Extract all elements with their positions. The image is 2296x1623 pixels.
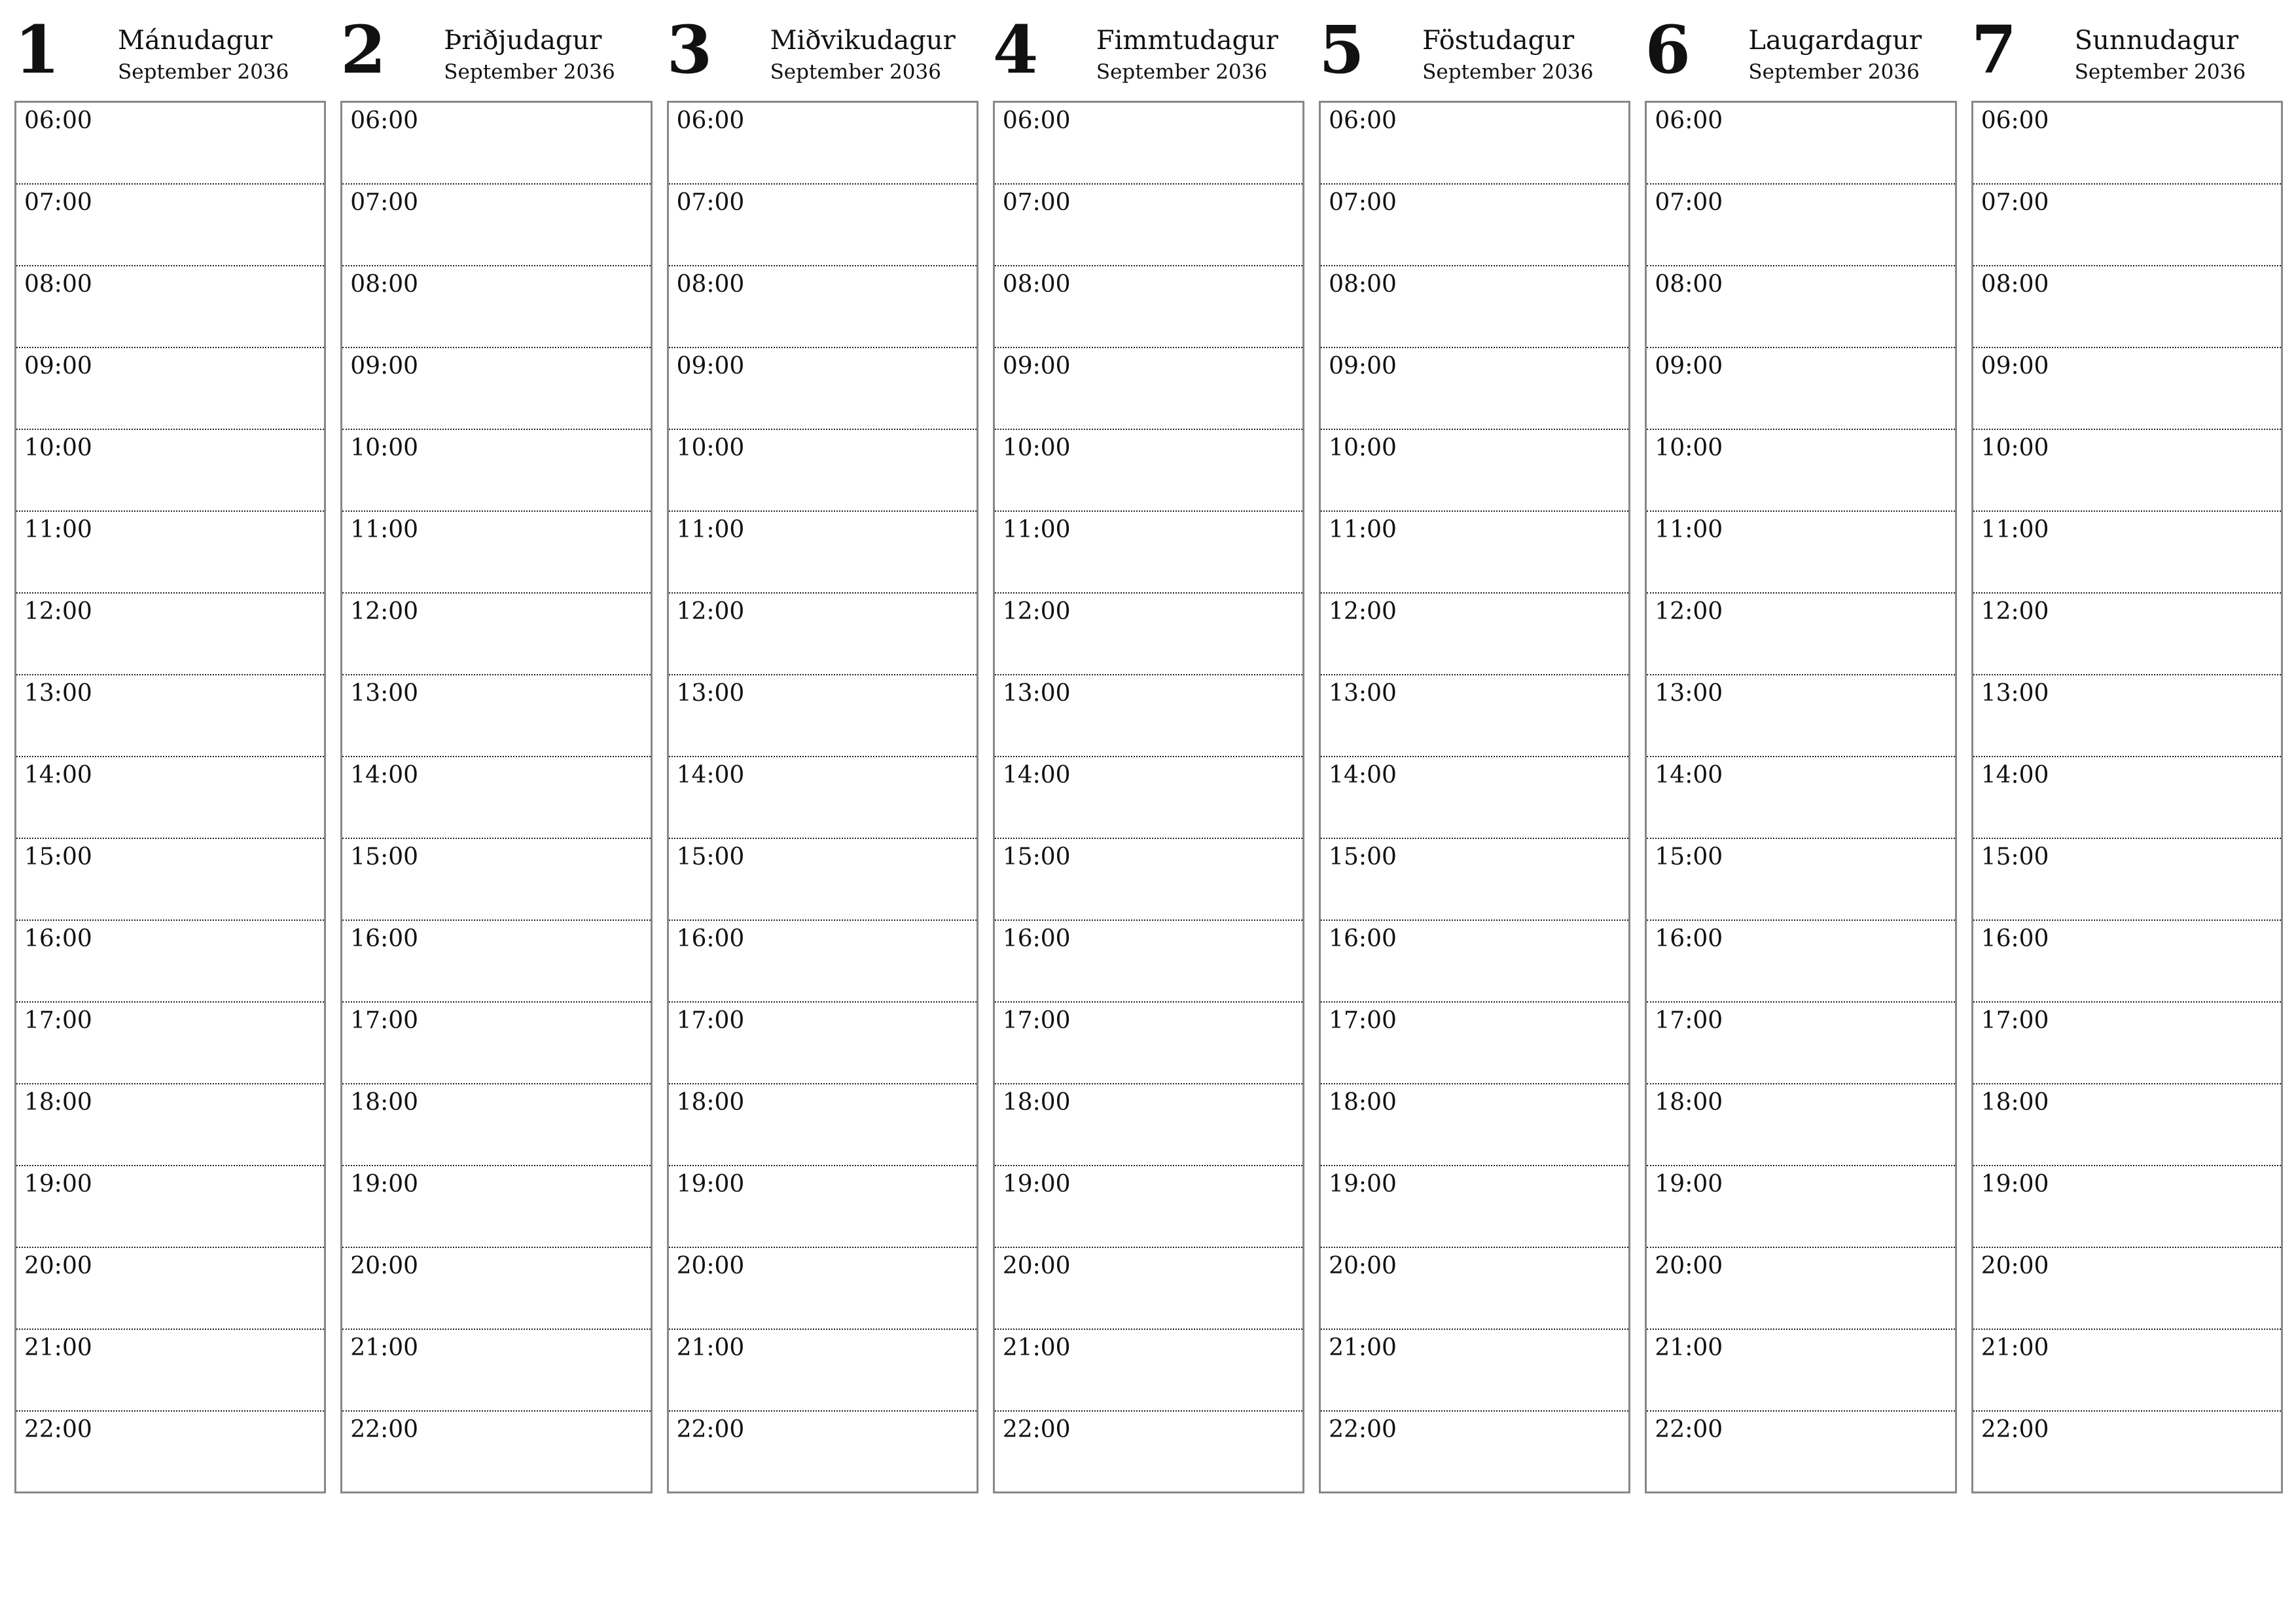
day-header — [1319, 11, 1630, 101]
time-slot[interactable]: 20:00 — [995, 1248, 1302, 1330]
time-slot[interactable]: 09:00 — [342, 348, 650, 430]
time-slot[interactable]: 16:00 — [1973, 921, 2281, 1003]
day-number: 2 — [340, 11, 386, 88]
time-slot[interactable]: 12:00 — [342, 594, 650, 675]
day-month-year: September 2036 — [1748, 60, 1920, 84]
day-number: 7 — [1971, 11, 2017, 88]
time-slot[interactable]: 19:00 — [1973, 1166, 2281, 1248]
time-slot[interactable]: 10:00 — [669, 430, 977, 512]
time-slot[interactable]: 12:00 — [1321, 594, 1628, 675]
time-slot[interactable]: 09:00 — [1647, 348, 1954, 430]
time-slot[interactable]: 14:00 — [995, 757, 1302, 839]
time-slot[interactable]: 15:00 — [16, 839, 324, 921]
time-slot[interactable]: 07:00 — [669, 185, 977, 266]
day-column-wednesday — [666, 11, 978, 1499]
time-slot[interactable]: 08:00 — [669, 266, 977, 348]
time-slot[interactable]: 15:00 — [342, 839, 650, 921]
day-column-saturday — [1645, 11, 1956, 1499]
time-slot[interactable]: 13:00 — [1321, 675, 1628, 757]
day-number: 6 — [1645, 11, 1691, 88]
time-slot[interactable]: 13:00 — [1973, 675, 2281, 757]
day-name: Miðvikudagur — [770, 26, 956, 56]
time-slot[interactable]: 10:00 — [1973, 430, 2281, 512]
time-slot[interactable]: 07:00 — [1321, 185, 1628, 266]
time-slot[interactable]: 10:00 — [1647, 430, 1954, 512]
day-schedule-box — [14, 101, 326, 1493]
time-slot[interactable]: 11:00 — [669, 512, 977, 594]
time-slot[interactable]: 15:00 — [669, 839, 977, 921]
day-month-year: September 2036 — [118, 60, 289, 84]
time-slot[interactable]: 21:00 — [669, 1330, 977, 1412]
day-name: Laugardagur — [1748, 26, 1922, 56]
time-slot[interactable]: 13:00 — [342, 675, 650, 757]
time-slot[interactable]: 16:00 — [342, 921, 650, 1003]
time-slot[interactable]: 08:00 — [995, 266, 1302, 348]
day-header — [666, 11, 978, 101]
time-slot[interactable]: 17:00 — [1321, 1003, 1628, 1084]
time-slot[interactable]: 14:00 — [1973, 757, 2281, 839]
time-slot[interactable]: 07:00 — [1973, 185, 2281, 266]
time-slot[interactable]: 16:00 — [16, 921, 324, 1003]
time-slot[interactable]: 14:00 — [16, 757, 324, 839]
time-slot[interactable]: 15:00 — [1973, 839, 2281, 921]
week-planner — [14, 11, 2283, 1499]
time-slot[interactable]: 15:00 — [995, 839, 1302, 921]
day-name: Þriðjudagur — [444, 26, 602, 56]
day-name: Sunnudagur — [2074, 26, 2239, 56]
time-slot[interactable]: 13:00 — [16, 675, 324, 757]
time-slot[interactable]: 20:00 — [342, 1248, 650, 1330]
time-slot[interactable]: 11:00 — [16, 512, 324, 594]
time-slot[interactable]: 21:00 — [342, 1330, 650, 1412]
time-slot[interactable]: 12:00 — [995, 594, 1302, 675]
time-slot[interactable]: 22:00 — [676, 1416, 745, 1443]
day-month-year: September 2036 — [1096, 60, 1268, 84]
day-schedule-box — [993, 101, 1304, 1493]
time-slot[interactable]: 10:00 — [342, 430, 650, 512]
time-slot[interactable]: 22:00 — [350, 1416, 419, 1443]
time-slot[interactable]: 19:00 — [1321, 1166, 1628, 1248]
time-slot[interactable]: 14:00 — [342, 757, 650, 839]
time-slot[interactable]: 09:00 — [1321, 348, 1628, 430]
time-slot[interactable]: 21:00 — [995, 1330, 1302, 1412]
time-slot[interactable]: 07:00 — [16, 185, 324, 266]
time-slot[interactable]: 19:00 — [995, 1166, 1302, 1248]
time-slot[interactable]: 18:00 — [1321, 1084, 1628, 1166]
time-slot[interactable]: 18:00 — [995, 1084, 1302, 1166]
time-slot[interactable]: 20:00 — [1647, 1248, 1954, 1330]
time-slot[interactable]: 06:00 — [669, 103, 977, 185]
day-column-sunday — [1971, 11, 2283, 1499]
time-slot[interactable]: 08:00 — [1647, 266, 1954, 348]
time-slot[interactable]: 22:00 — [1655, 1416, 1723, 1443]
time-slot[interactable]: 20:00 — [1321, 1248, 1628, 1330]
time-slot[interactable]: 06:00 — [1647, 103, 1954, 185]
time-slot[interactable]: 10:00 — [995, 430, 1302, 512]
day-column-friday — [1319, 11, 1630, 1499]
time-slot[interactable]: 13:00 — [1647, 675, 1954, 757]
time-slot[interactable]: 08:00 — [16, 266, 324, 348]
time-slot[interactable]: 12:00 — [1647, 594, 1954, 675]
day-number: 3 — [666, 11, 713, 88]
time-slot[interactable]: 22:00 — [1329, 1416, 1397, 1443]
time-slot[interactable]: 11:00 — [342, 512, 650, 594]
time-slot[interactable]: 06:00 — [1321, 103, 1628, 185]
time-slot[interactable]: 09:00 — [669, 348, 977, 430]
time-slot[interactable]: 11:00 — [1321, 512, 1628, 594]
time-slot[interactable]: 11:00 — [1647, 512, 1954, 594]
time-slot[interactable]: 19:00 — [342, 1166, 650, 1248]
day-name: Mánudagur — [118, 26, 273, 56]
time-slot[interactable]: 14:00 — [1321, 757, 1628, 839]
time-slot[interactable]: 22:00 — [1002, 1416, 1071, 1443]
day-column-monday — [14, 11, 326, 1499]
time-slot[interactable]: 17:00 — [669, 1003, 977, 1084]
day-number: 4 — [992, 11, 1039, 88]
time-slot[interactable]: 17:00 — [1647, 1003, 1954, 1084]
day-header — [992, 11, 1304, 101]
time-slot[interactable]: 19:00 — [16, 1166, 324, 1248]
time-slot[interactable]: 17:00 — [995, 1003, 1302, 1084]
time-slot[interactable]: 09:00 — [16, 348, 324, 430]
day-month-year: September 2036 — [1422, 60, 1594, 84]
time-slot[interactable]: 06:00 — [16, 103, 324, 185]
day-header — [14, 11, 326, 101]
time-slot[interactable]: 21:00 — [1973, 1330, 2281, 1412]
time-slot[interactable]: 18:00 — [1973, 1084, 2281, 1166]
time-slot[interactable]: 14:00 — [1647, 757, 1954, 839]
time-slot[interactable]: 19:00 — [669, 1166, 977, 1248]
day-month-year: September 2036 — [2074, 60, 2246, 84]
time-slot[interactable]: 12:00 — [16, 594, 324, 675]
time-slot[interactable]: 16:00 — [1647, 921, 1954, 1003]
day-number: 1 — [14, 11, 60, 88]
day-name: Fimmtudagur — [1096, 26, 1279, 56]
time-slot[interactable]: 22:00 — [24, 1416, 92, 1443]
time-slot[interactable]: 13:00 — [995, 675, 1302, 757]
day-header — [1645, 11, 1956, 101]
day-schedule-box — [1319, 101, 1630, 1493]
day-name: Föstudagur — [1422, 26, 1575, 56]
time-slot[interactable]: 16:00 — [669, 921, 977, 1003]
time-slot[interactable]: 14:00 — [669, 757, 977, 839]
time-slot[interactable]: 07:00 — [1647, 185, 1954, 266]
day-column-tuesday — [340, 11, 652, 1499]
time-slot[interactable]: 18:00 — [342, 1084, 650, 1166]
day-schedule-box — [1645, 101, 1956, 1493]
time-slot[interactable]: 07:00 — [342, 185, 650, 266]
time-slot[interactable]: 08:00 — [1321, 266, 1628, 348]
time-slot[interactable]: 19:00 — [1647, 1166, 1954, 1248]
time-slot[interactable]: 20:00 — [1973, 1248, 2281, 1330]
time-slot[interactable]: 21:00 — [1321, 1330, 1628, 1412]
time-slot[interactable]: 10:00 — [1321, 430, 1628, 512]
day-column-thursday — [992, 11, 1304, 1499]
day-header — [1971, 11, 2283, 101]
time-slot[interactable]: 20:00 — [669, 1248, 977, 1330]
day-month-year: September 2036 — [770, 60, 941, 84]
time-slot[interactable]: 21:00 — [16, 1330, 324, 1412]
time-slot[interactable]: 12:00 — [669, 594, 977, 675]
time-slot[interactable]: 09:00 — [995, 348, 1302, 430]
time-slot[interactable]: 10:00 — [16, 430, 324, 512]
time-slot[interactable]: 09:00 — [1973, 348, 2281, 430]
time-slot[interactable]: 07:00 — [995, 185, 1302, 266]
day-schedule-box — [667, 101, 978, 1493]
time-slot[interactable]: 16:00 — [1321, 921, 1628, 1003]
day-number: 5 — [1319, 11, 1365, 88]
time-slot[interactable]: 15:00 — [1321, 839, 1628, 921]
day-schedule-box — [340, 101, 652, 1493]
time-slot[interactable]: 22:00 — [1981, 1416, 2049, 1443]
time-slot[interactable]: 06:00 — [995, 103, 1302, 185]
time-slot[interactable]: 15:00 — [1647, 839, 1954, 921]
time-slot[interactable]: 12:00 — [1973, 594, 2281, 675]
time-slot[interactable]: 11:00 — [1973, 512, 2281, 594]
time-slot[interactable]: 18:00 — [16, 1084, 324, 1166]
time-slot[interactable]: 08:00 — [342, 266, 650, 348]
time-slot[interactable]: 16:00 — [995, 921, 1302, 1003]
time-slot[interactable]: 18:00 — [669, 1084, 977, 1166]
day-month-year: September 2036 — [444, 60, 615, 84]
time-slot[interactable]: 06:00 — [342, 103, 650, 185]
time-slot[interactable]: 17:00 — [16, 1003, 324, 1084]
time-slot[interactable]: 17:00 — [1973, 1003, 2281, 1084]
time-slot[interactable]: 18:00 — [1647, 1084, 1954, 1166]
time-slot[interactable]: 20:00 — [16, 1248, 324, 1330]
time-slot[interactable]: 11:00 — [995, 512, 1302, 594]
time-slot[interactable]: 13:00 — [669, 675, 977, 757]
day-schedule-box — [1971, 101, 2283, 1493]
time-slot[interactable]: 17:00 — [342, 1003, 650, 1084]
time-slot[interactable]: 06:00 — [1973, 103, 2281, 185]
day-header — [340, 11, 652, 101]
time-slot[interactable]: 08:00 — [1973, 266, 2281, 348]
time-slot[interactable]: 21:00 — [1647, 1330, 1954, 1412]
